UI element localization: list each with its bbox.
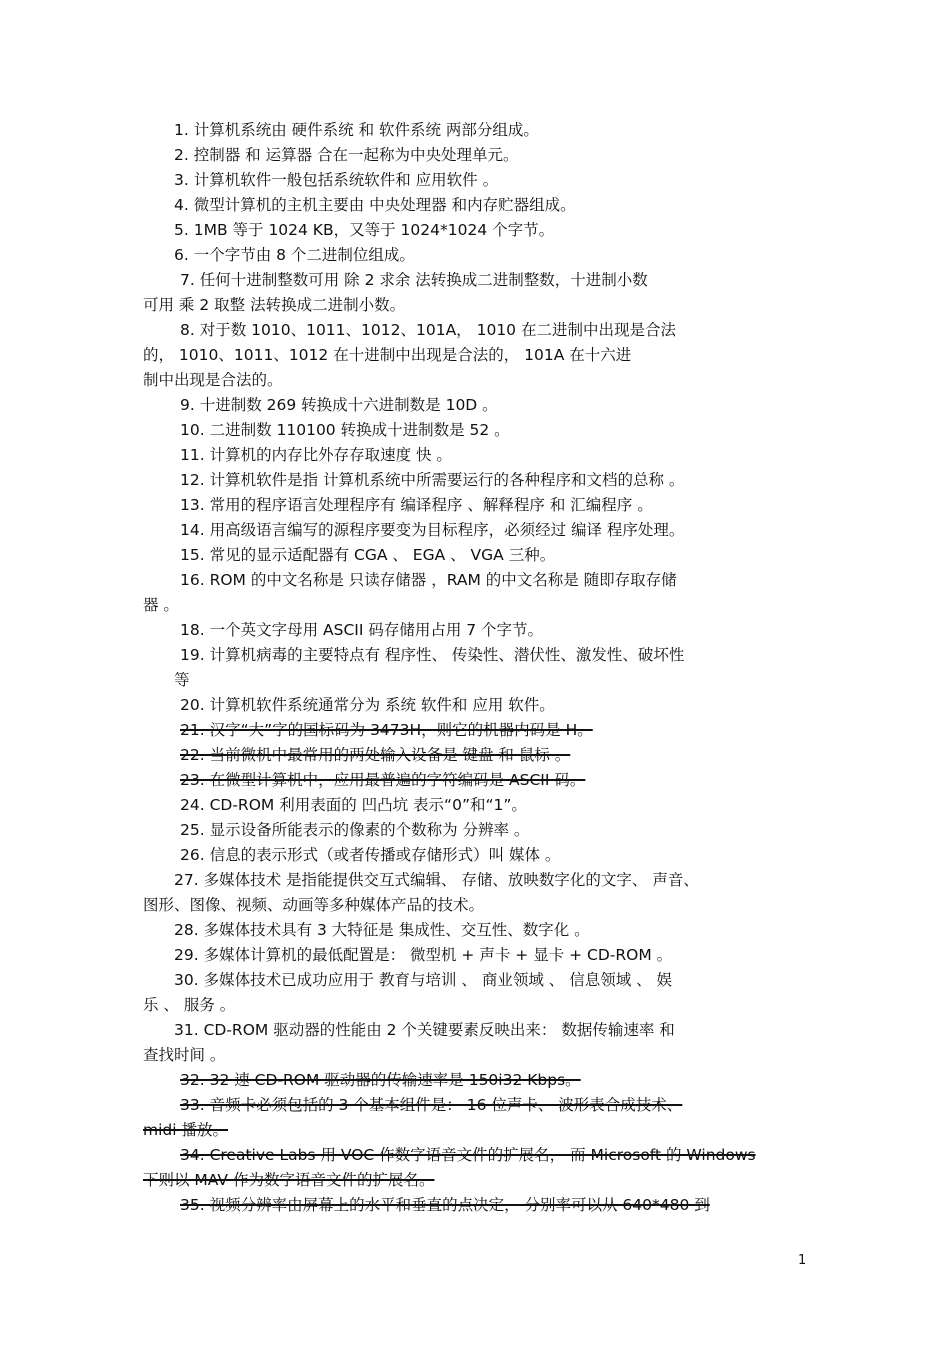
question-35-struck: 35. 视频分辨率由屏幕上的水平和垂直的点决定， 分别率可以从 640*480 到 <box>180 1196 710 1214</box>
question-3: 3. 计算机软件一般包括系统软件和 应用软件 。 <box>174 171 499 189</box>
question-1: 1. 计算机系统由 硬件系统 和 软件系统 两部分组成。 <box>174 121 539 139</box>
question-22-struck: 22. 当前微机中最常用的两处输入设备是 键盘 和 鼠标 。 <box>180 746 571 764</box>
question-26: 26. 信息的表示形式（或者传播或存储形式）叫 媒体 。 <box>180 846 561 864</box>
question-15: 15. 常见的显示适配器有 CGA 、 EGA 、 VGA 三种。 <box>180 546 556 564</box>
question-23-struck: 23. 在微型计算机中，应用最普遍的字符编码是 ASCII 码。 <box>180 771 586 789</box>
question-8-cont-1: 的， 1010、1011、1012 在十进制中出现是合法的， 101A 在十六进 <box>143 346 632 364</box>
question-31: 31. CD-ROM 驱动器的性能由 2 个关键要素反映出来： 数据传输速率 和 <box>174 1021 675 1039</box>
question-8-cont-2: 制中出现是合法的。 <box>143 371 283 389</box>
question-12: 12. 计算机软件是指 计算机系统中所需要运行的各种程序和文档的总称 。 <box>180 471 685 489</box>
question-33-struck: 33. 音频卡必须包括的 3 个基本组件是： 16 位声卡、 波形表合成技术、 <box>180 1096 683 1114</box>
question-24: 24. CD-ROM 利用表面的 凹凸坑 表示“0”和“1”。 <box>180 796 527 814</box>
question-14: 14. 用高级语言编写的源程序要变为目标程序，必须经过 编译 程序处理。 <box>180 521 685 539</box>
question-30-cont: 乐 、 服务 。 <box>143 996 236 1014</box>
question-33-cont-struck: midi 播放。 <box>143 1121 228 1139</box>
question-16: 16. ROM 的中文名称是 只读存储器 ，RAM 的中文名称是 随即存取存储 <box>180 571 677 589</box>
question-5: 5. 1MB 等于 1024 KB，又等于 1024*1024 个字节。 <box>174 221 555 239</box>
question-30: 30. 多媒体技术已成功应用于 教育与培训 、 商业领域 、 信息领域 、 娱 <box>174 971 673 989</box>
question-27-cont: 图形、图像、视频、动画等多种媒体产品的技术。 <box>143 896 485 914</box>
question-27: 27. 多媒体技术 是指能提供交互式编辑、 存储、放映数字化的文字、 声音、 <box>174 871 699 889</box>
question-9: 9. 十进制数 269 转换成十六进制数是 10D 。 <box>180 396 498 414</box>
question-19: 19. 计算机病毒的主要特点有 程序性、 传染性、潜伏性、激发性、破坏性 <box>180 646 685 664</box>
question-2: 2. 控制器 和 运算器 合在一起称为中央处理单元。 <box>174 146 519 164</box>
page-number: 1 <box>798 1253 807 1268</box>
question-28: 28. 多媒体技术具有 3 大特征是 集成性、交互性、数字化 。 <box>174 921 590 939</box>
question-16-cont: 器 。 <box>143 596 179 614</box>
question-4: 4. 微型计算机的主机主要由 中央处理器 和内存贮器组成。 <box>174 196 576 214</box>
question-25: 25. 显示设备所能表示的像素的个数称为 分辨率 。 <box>180 821 530 839</box>
question-10: 10. 二进制数 110100 转换成十进制数是 52 。 <box>180 421 510 439</box>
question-13: 13. 常用的程序语言处理程序有 编译程序 、解释程序 和 汇编程序 。 <box>180 496 653 514</box>
question-34-struck: 34. Creative Labs 用 VOC 作数字语音文件的扩展名， 而 Microsoft 的 Windows <box>180 1146 756 1164</box>
question-29: 29. 多媒体计算机的最低配置是： 微型机 + 声卡 + 显卡 + CD-ROM 。 <box>174 946 673 964</box>
question-19-cont: 等 <box>174 671 190 689</box>
question-34-cont-struck: 下则以 MAV 作为数字语音文件的扩展名。 <box>143 1171 435 1189</box>
question-21-struck: 21. 汉字“大”字的国标码为 3473H，则它的机器内码是 H。 <box>180 721 593 739</box>
question-7-cont: 可用 乘 2 取整 法转换成二进制小数。 <box>143 296 406 314</box>
question-32-struck: 32. 32 速 CD-ROM 驱动器的传输速率是 150i32 Kbps。 <box>180 1071 581 1089</box>
question-18: 18. 一个英文字母用 ASCII 码存储用占用 7 个字节。 <box>180 621 544 639</box>
question-11: 11. 计算机的内存比外存存取速度 快 。 <box>180 446 452 464</box>
question-7: 7. 任何十进制整数可用 除 2 求余 法转换成二进制整数，十进制小数 <box>180 271 648 289</box>
question-31-cont: 查找时间 。 <box>143 1046 226 1064</box>
question-8: 8. 对于数 1010、1011、1012、101A， 1010 在二进制中出现是合法 <box>180 321 676 339</box>
question-20: 20. 计算机软件系统通常分为 系统 软件和 应用 软件。 <box>180 696 555 714</box>
question-6: 6. 一个字节由 8 个二进制位组成。 <box>174 246 415 264</box>
